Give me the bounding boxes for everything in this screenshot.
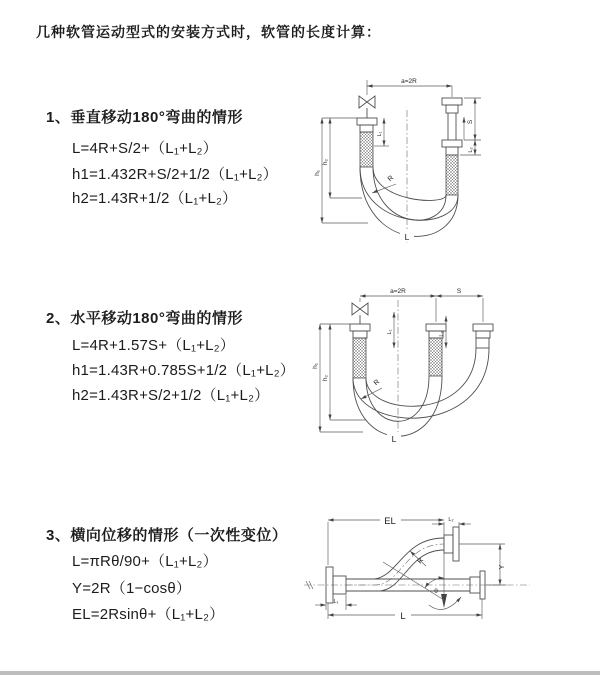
dim-label-h1: h₁ bbox=[314, 170, 321, 176]
dim-l1 bbox=[374, 118, 389, 146]
right-flange-upper bbox=[442, 98, 462, 140]
dim-length bbox=[387, 432, 401, 444]
dim-label-h2: h₂ bbox=[322, 158, 329, 166]
radius-leader bbox=[410, 551, 426, 566]
diagram-vertical-180-bend bbox=[310, 70, 575, 262]
dim-label-span: a=2R bbox=[390, 288, 406, 295]
dim-label-h2: h₂ bbox=[322, 374, 329, 382]
dim-l1 bbox=[387, 312, 394, 348]
dim-label-radius: R bbox=[372, 378, 382, 388]
dim-label-radius: R bbox=[416, 556, 426, 566]
dim-label-length: L bbox=[391, 434, 397, 444]
dim-label-angle: θ bbox=[434, 588, 438, 595]
dim-label-radius: R bbox=[386, 174, 396, 184]
section3-formula-L: L=πRθ/90+（L₁+L₂） bbox=[72, 553, 218, 570]
section3-heading: 3、横向位移的情形（一次性变位） bbox=[46, 527, 288, 544]
dim-label-stroke: S bbox=[456, 288, 462, 295]
section1-formula-L: L=4R+S/2+（L₁+L₂） bbox=[72, 140, 218, 157]
upper-flange bbox=[444, 527, 459, 561]
dim-label-l1: L₁ bbox=[377, 131, 383, 137]
radius-leader bbox=[361, 379, 382, 399]
dim-label-length: L bbox=[404, 232, 410, 242]
section1-formula-h2: h2=1.43R+1/2（L₁+L₂） bbox=[72, 190, 238, 207]
dim-label-stroke: S bbox=[467, 119, 474, 125]
dim-label-l2: L₂ bbox=[448, 517, 454, 523]
dim-length bbox=[400, 230, 414, 242]
dim-label-y: Y bbox=[499, 564, 506, 570]
dim-label-span: a=2R bbox=[401, 78, 417, 85]
section1-formula-h1: h1=1.432R+S/2+1/2（L₁+L₂） bbox=[72, 166, 278, 183]
dim-l1 bbox=[315, 595, 357, 610]
dim-stroke bbox=[360, 288, 483, 322]
page-bottom-edge bbox=[0, 671, 600, 675]
valve-icon bbox=[352, 303, 368, 324]
hose-u-bend-near bbox=[353, 376, 442, 436]
diagram-horizontal-180-bend bbox=[308, 282, 573, 454]
diagram-lateral-displacement bbox=[298, 498, 598, 658]
dim-label-l1: L₁ bbox=[387, 329, 393, 335]
section2-formula-L: L=4R+1.57S+（L₁+L₂） bbox=[72, 337, 235, 354]
section2-heading: 2、水平移动180°弯曲的情形 bbox=[46, 310, 243, 327]
dim-stroke bbox=[464, 98, 481, 140]
dim-label-h1: h₁ bbox=[312, 363, 319, 369]
dim-label-l1: L₁ bbox=[333, 599, 339, 605]
dim-label-l2: L₂ bbox=[468, 147, 474, 153]
dim-label-length: L bbox=[400, 611, 406, 622]
centerline bbox=[304, 544, 530, 589]
valve-icon bbox=[359, 96, 375, 118]
section3-formula-EL: EL=2Rsinθ+（L₁+L₂） bbox=[72, 606, 225, 623]
right-flange bbox=[473, 324, 493, 348]
dim-label-l2: L₂ bbox=[439, 331, 445, 337]
section1-heading: 1、垂直移动180°弯曲的情形 bbox=[46, 109, 243, 126]
page-title: 几种软管运动型式的安装方式时，软管的长度计算： bbox=[36, 24, 381, 40]
left-flange bbox=[350, 324, 370, 378]
dim-label-el: EL bbox=[384, 516, 396, 527]
dim-h2 bbox=[322, 118, 362, 198]
hose-u-bend bbox=[360, 167, 458, 236]
left-flange bbox=[357, 118, 377, 167]
dim-span bbox=[367, 78, 452, 97]
section2-formula-h2: h2=1.43R+S/2+1/2（L₁+L₂） bbox=[72, 387, 270, 404]
dim-length bbox=[328, 599, 482, 622]
right-flange-lower bbox=[442, 140, 462, 195]
section3-formula-Y: Y=2R（1−cosθ） bbox=[72, 580, 192, 597]
dim-span bbox=[360, 288, 436, 296]
section2-formula-h1: h1=1.43R+0.785S+1/2（L₁+L₂） bbox=[72, 362, 295, 379]
dim-l2 bbox=[432, 517, 471, 527]
